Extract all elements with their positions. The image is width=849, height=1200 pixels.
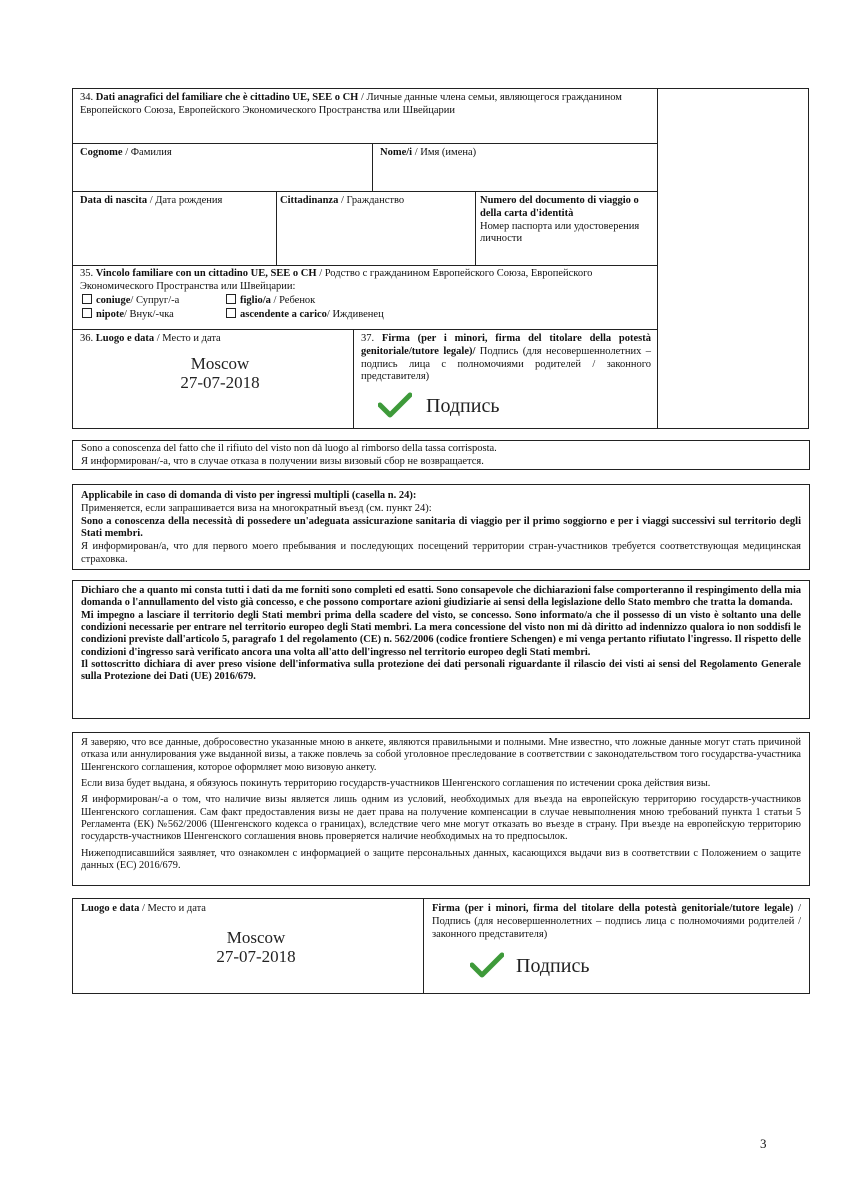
surname-label-it: Cognome (80, 147, 123, 158)
official-use-column (657, 88, 809, 429)
docnum-label-ru: Номер паспорта или удостоверения личности (480, 220, 640, 245)
section-37-label-ru: Подпись (для несовершеннолетних – подпись лица с полномочиями родителей / законного представителя) (361, 345, 651, 383)
insurance-body-it: Sono a conoscenza della necessità di possedere un'adeguata assicurazione sanitaria di viaggio per il primo soggiorno e per i viaggi successivi sul territorio degli Stati membri. (81, 515, 801, 540)
section-36-label-ru: / Место и дата (154, 333, 221, 344)
fee-notice-ru: Я информирован/-а, что в случае отказа в получении визы визовый сбор не возвращается. (81, 455, 484, 467)
signature-text: Подпись (426, 395, 500, 417)
checkbox-child[interactable] (226, 294, 236, 304)
final-date-value: 27-07-2018 (216, 946, 296, 966)
citizenship-label-ru: / Гражданство (338, 195, 405, 206)
divider (72, 265, 658, 266)
declaration-ru-para-2: Если виза будет выдана, я обязуюсь покинуть территорию государств-участников Шенгенского соглашения по истечении срока действия визы. (81, 778, 711, 790)
section-35-number: 35. (80, 268, 94, 279)
final-place-label-ru: / Место и дата (139, 903, 206, 914)
declaration-ru-para-1: Я заверяю, что все данные, добросовестно указанные мною в анкете, являются правильными и полными. Мне известно, что ложные данные могут стать причиной отказа или аннулирования уже выданной визы, а также повлечь за собой уголовное преследование в соответствии с законодательством того государства-участника Шенгенского соглашения, которое оформляет мою визовую анкету. (81, 737, 801, 773)
section-34-title-ru: / Личные данные члена семьи, являющегося гражданином Европейского Союза, Европейского Экономического Пространства или Швейцарии (80, 92, 622, 116)
date-of-birth-field[interactable] (80, 195, 272, 208)
checkmark-icon (470, 952, 504, 978)
option-label-ru: / Супруг/-а (130, 295, 180, 306)
citizenship-label-it: Cittadinanza (280, 195, 339, 206)
section-36-label-it: Luogo e data (95, 333, 155, 344)
dob-label-it: Data di nascita (80, 195, 148, 206)
section-37-number: 37. (361, 333, 375, 344)
divider (475, 191, 476, 265)
final-signature-area[interactable] (470, 950, 670, 982)
name-label-ru: / Имя (имена) (412, 147, 477, 158)
relation-option-dependent[interactable] (226, 308, 384, 322)
option-label-ru: / Иждивенец (326, 309, 384, 320)
section-35-title (80, 268, 652, 294)
option-label-it: nipote (96, 309, 125, 320)
insurance-title-ru: Применяется, если запрашивается виза на многократный въезд (см. пункт 24): (81, 502, 432, 514)
divider (276, 191, 277, 265)
option-label-ru: / Внук/-чка (124, 309, 174, 320)
section-37-label (361, 333, 651, 384)
page-number: 3 (760, 1136, 767, 1151)
divider (72, 143, 658, 144)
option-label-it: ascendente a carico (240, 309, 327, 320)
declaration-it-para-2: Mi impegno a lasciare il territorio degli Stati membri prima della scadere del visto, se concesso. Sono informato/a che il possesso di un visto è soltanto una delle condizioni necessarie per entrare nel territorio europeo degli Stati membri. La mera concessione del visto non mi dà diritto ad indennizzo qualora io non soddisfi le condizioni previste dall'articolo 5, paragrafo 1 del regolamento (CE) n. 562/2006 (codice frontiere Schengen) e mi venga pertanto rifiutato l'ingresso. Il rispetto delle condizioni d'ingresso sarà verificato ancora una volta all'atto dell'ingresso nel territorio europeo degli Stati membri. (81, 609, 801, 658)
section-35-title-it: Vincolo familiare con un cittadino UE, SEE o CH (95, 268, 317, 279)
declaration-it-para-3: Il sottoscritto dichiara di aver preso visione dell'informativa sulla protezione dei dati personali riguardante il rilascio dei visti ai sensi del Regolamento Generale sulla Protezione dei Dati (UE) 2016/679. (81, 659, 801, 683)
date-value: 27-07-2018 (180, 372, 260, 392)
relation-option-grandchild[interactable] (82, 308, 174, 322)
dob-label-ru: / Дата рождения (147, 195, 223, 206)
checkmark-icon (378, 392, 412, 418)
final-signature-label-ru: / Подпись (для несовершеннолетних – подпись лица с полномочиями родителей / законного представителя) (432, 903, 801, 940)
divider (72, 329, 658, 330)
option-label-it: figlio/a (240, 295, 271, 306)
final-place-value: Moscow (226, 928, 286, 947)
name-field[interactable] (380, 147, 654, 160)
section-34-title-it: Dati anagrafici del familiare che è cittadino UE, SEE o CH (95, 92, 359, 103)
section-36-number: 36. (80, 333, 94, 344)
final-place-label-it: Luogo e data (81, 903, 140, 914)
declaration-ru-para-4: Нижеподписавшийся заявляет, что ознакомлен с информацией о защите персональных данных, касающихся выдачи виз в соответствии с Положением о защите данных (ЕС) 2016/679. (81, 847, 801, 872)
section-34-title (80, 92, 652, 118)
divider (353, 329, 354, 429)
option-label-ru: / Ребенок (270, 295, 316, 306)
declaration-ru-para-3: Я информирован/-а о том, что наличие визы является лишь одним из условий, необходимых для въезда на европейскую территорию государств-участников Шенгенского соглашения. Сам факт предоставления визы не дает права на получение компенсации в случае невыполнения мною требований пункта 1 статьи 5 Регламента (ЕК) №562/2006 (Шенгенского кодекса о границах), вследствие чего мне могут отказать во въезде в страну. При въезде на европейскую территорию государств-участников Шенгенского соглашения вновь проверяется наличие необходимых на то предпосылок. (81, 794, 801, 843)
section-35-title-ru: / Родство с гражданином Европейского Союза, Европейского Экономического Пространства или Швейцарии: (80, 268, 593, 292)
relation-option-child[interactable] (226, 294, 315, 308)
document-number-field[interactable] (480, 195, 655, 246)
section-34-number: 34. (80, 92, 94, 103)
checkbox-grandchild[interactable] (82, 308, 92, 318)
declaration-it-box (72, 580, 810, 719)
divider (372, 143, 373, 191)
section-37-label-it: Firma (per i minori, firma del titolare della potestà genitoriale/tutore legale)/ (361, 333, 651, 357)
final-signature-label-it: Firma (per i minori, firma del titolare della potestà genitoriale/tutore legale) (432, 903, 794, 914)
surname-field[interactable] (80, 147, 368, 160)
relation-option-spouse[interactable] (82, 294, 179, 308)
declaration-ru-box (72, 732, 810, 886)
insurance-body-ru: Я информирован/а, что для первого моего пребывания и последующих посещений территории стран-участников требуется соответствующая медицинская страховка. (81, 541, 801, 565)
option-label-it: coniuge (96, 295, 131, 306)
name-label-it: Nome/i (380, 147, 413, 158)
docnum-label-it: Numero del documento di viaggio o della carta d'identità (480, 195, 639, 219)
final-signature-text: Подпись (516, 955, 590, 977)
insurance-title-it: Applicabile in caso di domanda di visto per ingressi multipli (casella n. 24): (81, 490, 417, 501)
surname-label-ru: / Фамилия (122, 147, 172, 158)
divider (72, 191, 658, 192)
section-36-label (80, 333, 348, 346)
fee-notice-box (72, 440, 810, 470)
checkbox-dependent[interactable] (226, 308, 236, 318)
place-date-handwritten[interactable] (150, 355, 290, 392)
signature-area[interactable] (378, 390, 638, 424)
checkbox-spouse[interactable] (82, 294, 92, 304)
fee-notice-it: Sono a conoscenza del fatto che il rifiuto del visto non dà luogo al rimborso della tassa corrisposta. (81, 443, 497, 454)
insurance-notice-box (72, 484, 810, 570)
final-place-date-handwritten[interactable] (186, 929, 326, 966)
declaration-it-para-1: Dichiaro che a quanto mi consta tutti i dati da me forniti sono completi ed esatti. Sono consapevole che dichiarazioni false comporteranno il respingimento della mia domanda o l'annullamento del visto già concesso, e che possono comportare azioni giudiziarie ai sensi della legislazione dello Stato membro che tratta la domanda. (81, 585, 801, 609)
place-value: Moscow (190, 354, 250, 373)
citizenship-field[interactable] (280, 195, 472, 208)
